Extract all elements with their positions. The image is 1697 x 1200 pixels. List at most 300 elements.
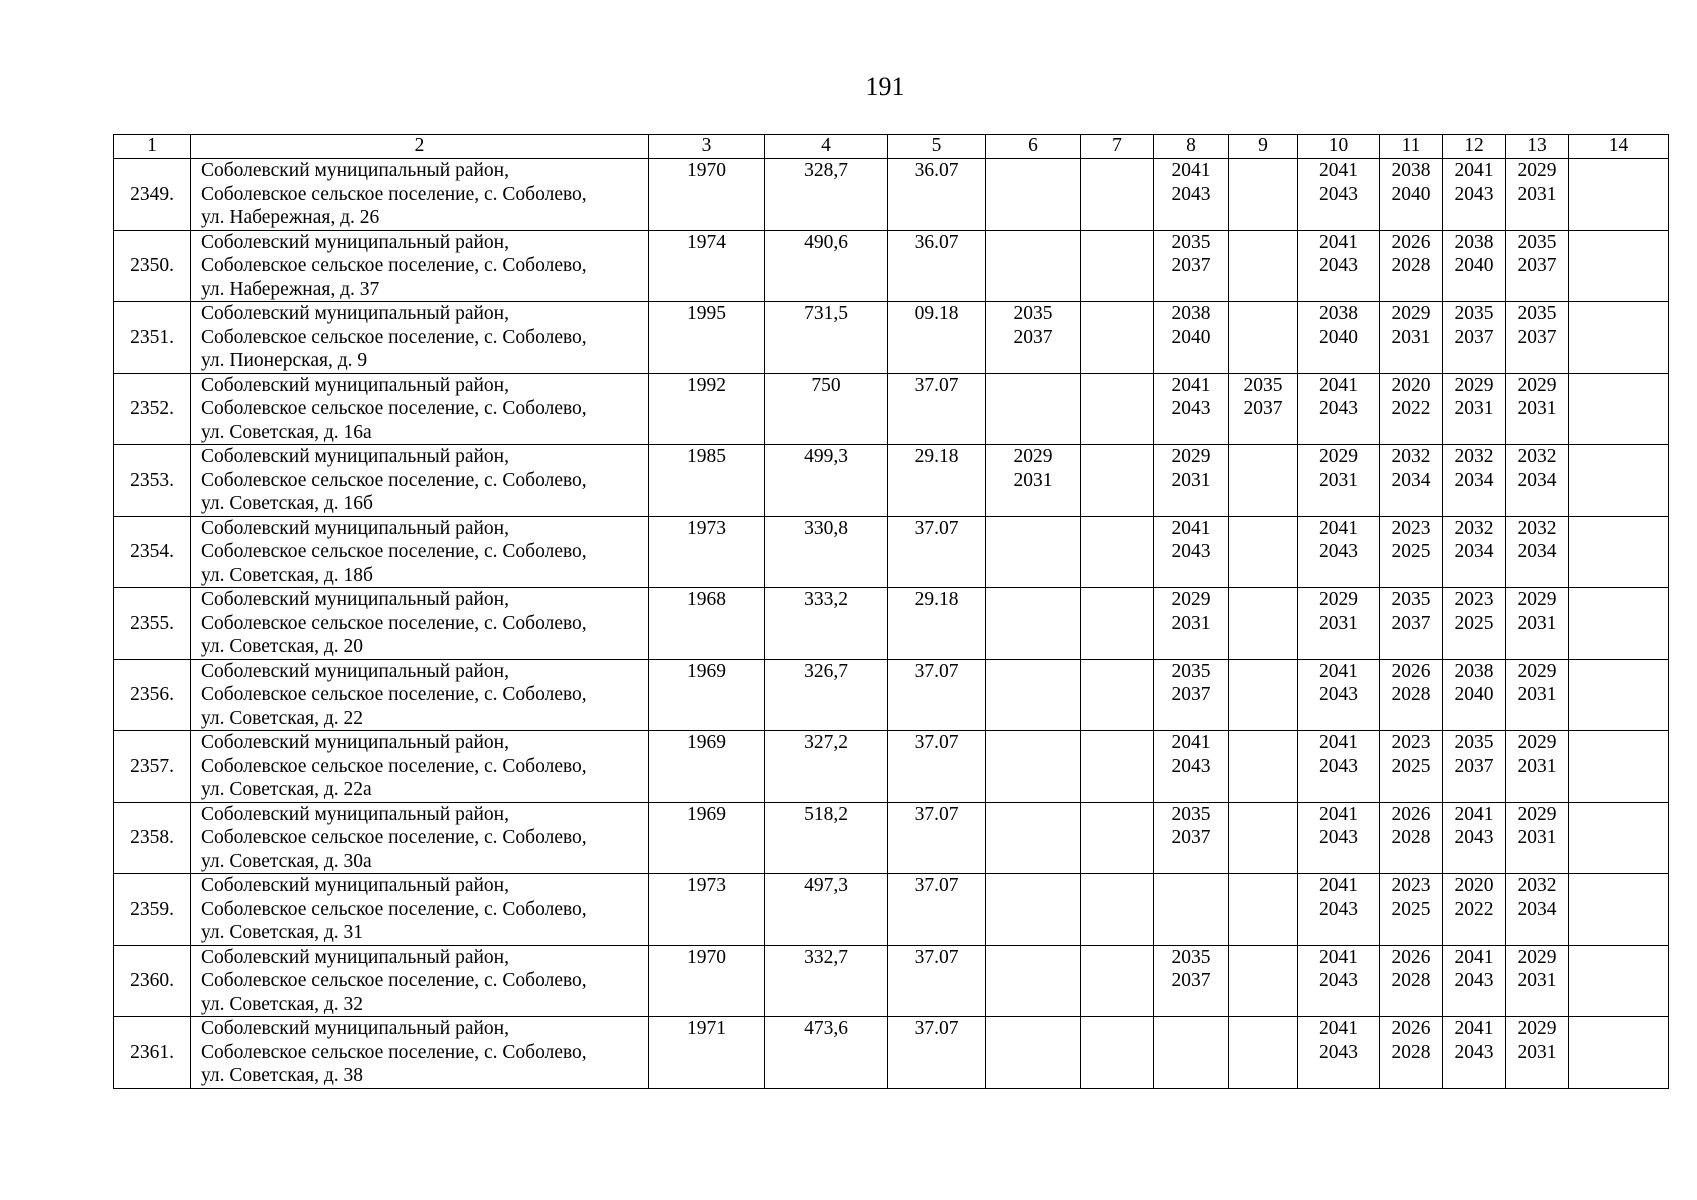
period-cell-c14 <box>1569 945 1669 1017</box>
period-cell-c14 <box>1569 874 1669 946</box>
code-cell: 09.18 <box>888 302 986 374</box>
address-line: Соболевское сельское поселение, с. Соболево, <box>201 255 587 276</box>
period-year: 2041 <box>1319 732 1358 753</box>
column-header: 11 <box>1380 135 1443 159</box>
period-cell-c7 <box>1081 302 1154 374</box>
period-year: 2022 <box>1454 898 1494 920</box>
period-year: 2026 <box>1391 231 1431 253</box>
period-year: 2043 <box>1171 755 1211 777</box>
period-year: 2043 <box>1319 755 1358 777</box>
address-line: Соболевское сельское поселение, с. Соболево, <box>201 1041 587 1063</box>
period-cell-c13 <box>1506 445 1569 517</box>
period-year: 2035 <box>1171 660 1211 682</box>
code-cell: 29.18 <box>888 445 986 517</box>
period-cell-c11 <box>1380 445 1443 517</box>
period-cell-c8 <box>1154 874 1229 946</box>
period-year: 2037 <box>1454 326 1494 348</box>
table-row <box>114 516 1669 588</box>
address-line: Соболевское сельское поселение, с. Соболево, <box>201 970 587 991</box>
period-year <box>1229 588 1297 612</box>
period-cell-c13 <box>1506 731 1569 803</box>
code-cell: 37.07 <box>888 373 986 445</box>
row-number: 2358. <box>114 802 191 874</box>
period-cell-c12 <box>1443 588 1506 660</box>
period-year: 2031 <box>1517 755 1557 777</box>
period-year <box>1569 1041 1668 1065</box>
period-cell-c7 <box>1081 731 1154 803</box>
code-cell: 37.07 <box>888 945 986 1017</box>
period-year: 2043 <box>1319 970 1358 991</box>
table-row <box>114 588 1669 660</box>
address-line: Соболевское сельское поселение, с. Соболево, <box>201 898 587 920</box>
period-year: 2043 <box>1319 827 1358 848</box>
address-line: Соболевский муниципальный район, <box>201 231 509 253</box>
address-line: Соболевский муниципальный район, <box>201 946 509 968</box>
period-year <box>986 1017 1080 1041</box>
period-cell-c6 <box>986 874 1081 946</box>
address-line: ул. Набережная, д. 26 <box>201 207 380 228</box>
period-year <box>1081 874 1153 898</box>
period-cell-c9 <box>1229 874 1298 946</box>
period-cell-c7 <box>1081 516 1154 588</box>
period-year: 2038 <box>1319 303 1358 324</box>
area-cell: 497,3 <box>765 874 888 946</box>
address-line: Соболевское сельское поселение, с. Соболево, <box>201 398 587 419</box>
period-year: 2029 <box>1391 303 1431 324</box>
column-header: 13 <box>1506 135 1569 159</box>
address-cell <box>191 731 649 803</box>
period-year: 2032 <box>1391 446 1431 467</box>
period-year <box>1569 397 1668 421</box>
period-year: 2029 <box>1517 946 1557 968</box>
period-year <box>1081 803 1153 827</box>
period-cell-c13 <box>1506 945 1569 1017</box>
period-year: 2037 <box>1243 398 1283 419</box>
period-cell-c6 <box>986 802 1081 874</box>
address-cell <box>191 516 649 588</box>
period-cell-c7 <box>1081 802 1154 874</box>
period-year: 2031 <box>1517 684 1557 705</box>
address-cell <box>191 802 649 874</box>
address-cell <box>191 302 649 374</box>
period-cell-c8 <box>1154 1017 1229 1089</box>
period-year <box>1081 159 1153 183</box>
period-year: 2031 <box>1517 1041 1557 1063</box>
period-year: 2020 <box>1391 374 1431 396</box>
period-year: 2029 <box>1013 446 1053 467</box>
period-year <box>1081 731 1153 755</box>
period-cell-c7 <box>1081 373 1154 445</box>
period-year <box>986 898 1080 922</box>
period-year <box>986 803 1080 827</box>
period-year: 2043 <box>1319 1041 1358 1063</box>
period-year: 2031 <box>1319 612 1358 634</box>
period-cell-c10 <box>1298 588 1380 660</box>
period-year <box>1569 183 1668 207</box>
period-year: 2034 <box>1391 469 1431 491</box>
period-cell-c12 <box>1443 230 1506 302</box>
table-row <box>114 945 1669 1017</box>
period-year <box>1081 231 1153 255</box>
address-line: Соболевское сельское поселение, с. Соболево, <box>201 469 587 491</box>
period-cell-c7 <box>1081 874 1154 946</box>
period-year <box>986 755 1080 779</box>
period-cell-c6 <box>986 659 1081 731</box>
period-cell-c6 <box>986 373 1081 445</box>
period-year: 2023 <box>1391 875 1431 896</box>
period-cell-c13 <box>1506 588 1569 660</box>
period-year <box>1569 1017 1668 1041</box>
period-cell-c14 <box>1569 230 1669 302</box>
year-built-cell: 1992 <box>649 373 765 445</box>
period-year <box>1569 326 1668 350</box>
address-line: Соболевский муниципальный район, <box>201 803 509 825</box>
period-year <box>1229 660 1297 684</box>
period-cell-c10 <box>1298 445 1380 517</box>
period-cell-c9 <box>1229 731 1298 803</box>
period-cell-c10 <box>1298 874 1380 946</box>
period-year: 2041 <box>1454 160 1494 181</box>
period-cell-c7 <box>1081 1017 1154 1089</box>
period-year: 2025 <box>1391 755 1431 777</box>
period-year: 2040 <box>1391 183 1431 205</box>
period-cell-c6 <box>986 159 1081 231</box>
address-cell <box>191 1017 649 1089</box>
period-year <box>1229 1017 1297 1041</box>
period-year <box>1081 469 1153 493</box>
address-line: Соболевский муниципальный район, <box>201 589 509 610</box>
address-cell <box>191 373 649 445</box>
address-line: ул. Набережная, д. 37 <box>201 278 380 300</box>
period-year <box>1229 254 1297 278</box>
period-cell-c11 <box>1380 874 1443 946</box>
period-cell-c10 <box>1298 373 1380 445</box>
period-year: 2040 <box>1454 255 1494 276</box>
period-year <box>1569 683 1668 707</box>
address-line: ул. Пионерская, д. 9 <box>201 350 368 371</box>
period-year <box>1569 302 1668 326</box>
period-year: 2035 <box>1391 589 1431 610</box>
year-built-cell: 1974 <box>649 230 765 302</box>
period-cell-c9 <box>1229 445 1298 517</box>
address-line: ул. Советская, д. 16а <box>201 421 372 443</box>
address-line: Соболевский муниципальный район, <box>201 1018 509 1039</box>
period-year <box>1081 755 1153 779</box>
period-year <box>1569 898 1668 922</box>
period-cell-c13 <box>1506 659 1569 731</box>
period-year <box>1229 874 1297 898</box>
period-year: 2035 <box>1517 303 1557 324</box>
period-cell-c12 <box>1443 373 1506 445</box>
period-year: 2034 <box>1517 898 1557 920</box>
period-year: 2028 <box>1391 970 1431 991</box>
period-cell-c9 <box>1229 588 1298 660</box>
period-year: 2035 <box>1243 374 1283 396</box>
period-cell-c6 <box>986 230 1081 302</box>
period-cell-c9 <box>1229 230 1298 302</box>
period-year <box>1081 826 1153 850</box>
period-year <box>1229 159 1297 183</box>
header-row <box>114 135 1669 159</box>
period-year <box>1569 660 1668 684</box>
address-line: ул. Советская, д. 30а <box>201 850 372 872</box>
row-number: 2356. <box>114 659 191 731</box>
period-year <box>1229 1041 1297 1065</box>
period-cell-c6 <box>986 945 1081 1017</box>
row-number: 2352. <box>114 373 191 445</box>
period-year: 2038 <box>1391 160 1431 181</box>
period-year: 2043 <box>1454 1041 1494 1063</box>
address-line: ул. Советская, д. 20 <box>201 636 364 657</box>
period-year: 2025 <box>1391 898 1431 920</box>
area-cell: 490,6 <box>765 230 888 302</box>
period-year <box>1569 469 1668 493</box>
period-year: 2043 <box>1171 398 1211 419</box>
address-line: Соболевское сельское поселение, с. Соболево, <box>201 541 587 562</box>
address-cell <box>191 445 649 517</box>
period-year: 2029 <box>1171 446 1211 467</box>
period-cell-c12 <box>1443 945 1506 1017</box>
period-cell-c12 <box>1443 445 1506 517</box>
period-cell-c13 <box>1506 230 1569 302</box>
period-cell-c9 <box>1229 802 1298 874</box>
period-cell-c9 <box>1229 1017 1298 1089</box>
address-line: ул. Советская, д. 18б <box>201 564 373 586</box>
period-cell-c12 <box>1443 659 1506 731</box>
period-year: 2041 <box>1319 660 1358 682</box>
period-year: 2043 <box>1171 183 1211 205</box>
table-row <box>114 1017 1669 1089</box>
period-cell-c10 <box>1298 945 1380 1017</box>
period-cell-c12 <box>1443 802 1506 874</box>
period-cell-c11 <box>1380 230 1443 302</box>
address-line: Соболевский муниципальный район, <box>201 732 509 753</box>
period-year: 2035 <box>1013 303 1053 324</box>
period-cell-c8 <box>1154 302 1229 374</box>
period-year <box>1229 731 1297 755</box>
period-cell-c11 <box>1380 302 1443 374</box>
period-year <box>1229 302 1297 326</box>
period-cell-c8 <box>1154 945 1229 1017</box>
period-cell-c6 <box>986 445 1081 517</box>
address-line: Соболевское сельское поселение, с. Соболево, <box>201 326 587 348</box>
period-year: 2028 <box>1391 255 1431 276</box>
period-year: 2031 <box>1171 612 1211 634</box>
period-year <box>1229 445 1297 469</box>
code-cell: 37.07 <box>888 874 986 946</box>
period-cell-c8 <box>1154 659 1229 731</box>
address-line: Соболевский муниципальный район, <box>201 160 509 181</box>
period-cell-c10 <box>1298 302 1380 374</box>
period-cell-c8 <box>1154 445 1229 517</box>
period-cell-c11 <box>1380 1017 1443 1089</box>
area-cell: 328,7 <box>765 159 888 231</box>
period-year <box>986 254 1080 278</box>
period-year: 2023 <box>1454 589 1494 610</box>
period-cell-c11 <box>1380 373 1443 445</box>
area-cell: 750 <box>765 373 888 445</box>
period-year: 2034 <box>1454 541 1494 562</box>
area-cell: 473,6 <box>765 1017 888 1089</box>
period-year: 2037 <box>1013 326 1053 348</box>
address-cell <box>191 588 649 660</box>
period-year: 2037 <box>1391 612 1431 634</box>
period-year: 2029 <box>1319 446 1358 467</box>
period-cell-c10 <box>1298 802 1380 874</box>
period-cell-c6 <box>986 302 1081 374</box>
period-year <box>1569 374 1668 398</box>
table-row <box>114 445 1669 517</box>
address-line: Соболевский муниципальный район, <box>201 446 509 467</box>
period-cell-c7 <box>1081 159 1154 231</box>
period-year <box>986 397 1080 421</box>
period-year <box>1154 898 1228 922</box>
period-year <box>1229 755 1297 779</box>
year-built-cell: 1971 <box>649 1017 765 1089</box>
period-year <box>1569 731 1668 755</box>
table-row <box>114 373 1669 445</box>
period-year <box>986 159 1080 183</box>
period-cell-c8 <box>1154 373 1229 445</box>
period-year: 2035 <box>1517 231 1557 253</box>
period-cell-c12 <box>1443 516 1506 588</box>
period-year: 2035 <box>1171 231 1211 253</box>
address-line: Соболевское сельское поселение, с. Соболево, <box>201 612 587 634</box>
period-year: 2025 <box>1391 541 1431 562</box>
column-header: 5 <box>888 135 986 159</box>
period-year: 2029 <box>1319 589 1358 610</box>
table-row <box>114 159 1669 231</box>
period-cell-c13 <box>1506 373 1569 445</box>
period-year: 2043 <box>1454 183 1494 205</box>
period-cell-c8 <box>1154 516 1229 588</box>
period-year: 2035 <box>1171 803 1211 825</box>
row-number: 2354. <box>114 516 191 588</box>
period-cell-c14 <box>1569 516 1669 588</box>
period-year <box>986 826 1080 850</box>
column-header: 8 <box>1154 135 1229 159</box>
period-cell-c14 <box>1569 302 1669 374</box>
period-year <box>986 231 1080 255</box>
period-year <box>1569 517 1668 541</box>
address-line: ул. Советская, д. 16б <box>201 493 373 514</box>
code-cell: 36.07 <box>888 159 986 231</box>
period-year <box>986 183 1080 207</box>
period-year <box>1569 969 1668 993</box>
period-year: 2037 <box>1171 827 1211 848</box>
period-cell-c11 <box>1380 159 1443 231</box>
period-year <box>1569 588 1668 612</box>
housing-table <box>113 134 1669 1089</box>
area-cell: 330,8 <box>765 516 888 588</box>
period-year <box>986 1041 1080 1065</box>
period-year: 2032 <box>1517 875 1557 896</box>
address-cell <box>191 874 649 946</box>
period-year <box>1229 326 1297 350</box>
address-line: Соболевское сельское поселение, с. Соболево, <box>201 183 587 205</box>
period-year: 2040 <box>1319 326 1358 348</box>
address-line: ул. Советская, д. 32 <box>201 993 364 1015</box>
period-cell-c11 <box>1380 802 1443 874</box>
address-cell <box>191 659 649 731</box>
year-built-cell: 1973 <box>649 874 765 946</box>
column-header: 10 <box>1298 135 1380 159</box>
period-cell-c10 <box>1298 731 1380 803</box>
period-year <box>986 374 1080 398</box>
period-cell-c12 <box>1443 731 1506 803</box>
column-header: 7 <box>1081 135 1154 159</box>
period-cell-c10 <box>1298 1017 1380 1089</box>
period-year: 2029 <box>1454 374 1494 396</box>
period-cell-c8 <box>1154 802 1229 874</box>
period-year: 2031 <box>1319 469 1358 491</box>
period-year <box>1154 1041 1228 1065</box>
period-year: 2034 <box>1517 469 1557 491</box>
period-year: 2041 <box>1319 946 1358 968</box>
period-year <box>1569 254 1668 278</box>
period-year: 2043 <box>1454 970 1494 991</box>
period-year: 2023 <box>1391 517 1431 539</box>
period-year: 2041 <box>1454 803 1494 825</box>
column-header: 2 <box>191 135 649 159</box>
period-year <box>986 969 1080 993</box>
page-number: 191 <box>865 72 905 101</box>
column-header: 3 <box>649 135 765 159</box>
period-year: 2043 <box>1171 541 1211 562</box>
period-year: 2041 <box>1319 517 1358 539</box>
address-line: ул. Советская, д. 31 <box>201 922 364 943</box>
period-year <box>986 946 1080 970</box>
period-year <box>986 540 1080 564</box>
code-cell: 29.18 <box>888 588 986 660</box>
period-cell-c14 <box>1569 1017 1669 1089</box>
period-year: 2037 <box>1454 755 1494 777</box>
period-year <box>1229 803 1297 827</box>
period-year <box>1081 445 1153 469</box>
period-year <box>1569 540 1668 564</box>
period-year: 2020 <box>1454 875 1494 896</box>
period-year <box>1569 946 1668 970</box>
period-year: 2043 <box>1319 398 1358 419</box>
year-built-cell: 1970 <box>649 945 765 1017</box>
code-cell: 37.07 <box>888 659 986 731</box>
address-line: Соболевский муниципальный район, <box>201 303 509 324</box>
period-year: 2043 <box>1319 255 1358 276</box>
period-year <box>1229 969 1297 993</box>
column-header: 1 <box>114 135 191 159</box>
column-header: 9 <box>1229 135 1298 159</box>
period-year: 2037 <box>1517 326 1557 348</box>
period-year: 2032 <box>1517 446 1557 467</box>
period-year: 2029 <box>1517 160 1557 181</box>
column-header: 12 <box>1443 135 1506 159</box>
area-cell: 731,5 <box>765 302 888 374</box>
period-year: 2041 <box>1319 803 1358 825</box>
period-year <box>1081 540 1153 564</box>
period-year <box>1229 612 1297 636</box>
period-year: 2025 <box>1454 612 1494 634</box>
period-year: 2037 <box>1171 255 1211 276</box>
code-cell: 37.07 <box>888 1017 986 1089</box>
period-year <box>986 612 1080 636</box>
period-cell-c10 <box>1298 516 1380 588</box>
year-built-cell: 1995 <box>649 302 765 374</box>
period-year <box>1229 231 1297 255</box>
period-year: 2041 <box>1454 946 1494 968</box>
period-year: 2041 <box>1171 517 1211 539</box>
period-cell-c9 <box>1229 159 1298 231</box>
period-cell-c14 <box>1569 588 1669 660</box>
